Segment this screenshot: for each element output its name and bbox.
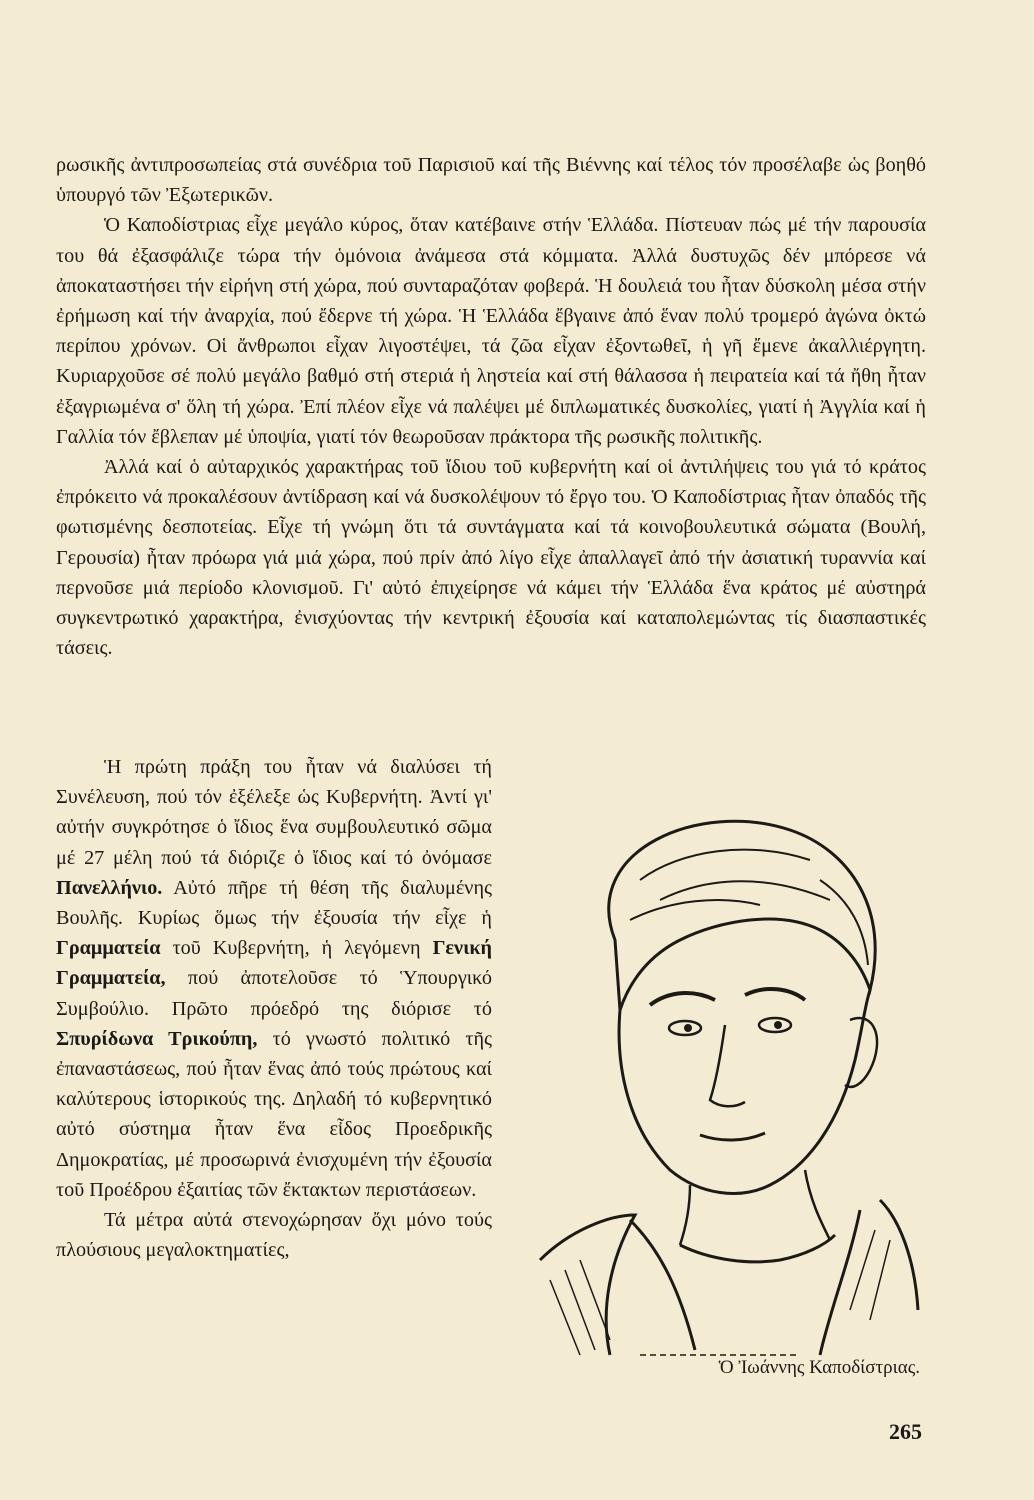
paragraph-kapodistrias-prestige: Ὁ Καποδίστριας εἶχε μεγάλο κύρος, ὅταν κατέβαινε στήν Ἑλλάδα. Πίστευαν πώς μέ τήν παρουσία του θά ἐξασφάλιζε τώρα τήν ὁμόνοια ἀνάμεσα στά κόμματα. Ἀλλά δυστυχῶς δέν μπόρεσε νά ἀποκαταστήσει τήν εἰρήνη στή χώρα, πού συνταραζόταν φοβερά. Ἡ δουλειά του ἦταν δύσκολη μέσα στήν ἐρήμωση καί τήν ἀναρχία, πού ἔδερνε τή χώρα. Ἡ Ἑλλάδα ἔβγαινε ἀπό ἕναν πολύ τρομερό ἀγώνα ὀκτώ περίπου χρόνων. Οἱ ἄνθρωποι εἶχαν λιγοστέψει, τά ζῶα εἶχαν ἐξοντωθεῖ, ἡ γῆ ἔμενε ἀκαλλιέργητη. Κυριαρχοῦσε σέ πολύ μεγάλο βαθμό στή στεριά ἡ ληστεία καί στή θάλασσα ἡ πειρατεία καί τά ἤθη ἦταν ἐξαγριωμένα σ' ὅλη τή χώρα. Ἐπί πλέον εἶχε νά παλέψει μέ διπλωματικές δυσκολίες, γιατί ἡ Ἀγγλία καί ἡ Γαλλία τόν ἔβλεπαν μέ ὑποψία, γιατί τόν θεωροῦσαν πράκτορα τῆς ρωσικῆς πολιτικῆς.	[56, 214, 926, 448]
text-segment: Αὐτό πῆρε τή θέση τῆς διαλυμένης Βουλῆς. Κυρίως ὅμως τήν ἐξουσία τήν εἶχε ἡ	[56, 876, 492, 930]
portrait-illustration	[520, 790, 920, 1360]
column-text	[56, 752, 492, 1265]
text-segment: τοῦ Κυβερνήτη, ἡ λεγόμενη	[160, 937, 433, 960]
portrait-neck	[680, 1170, 830, 1245]
portrait-face	[619, 990, 870, 1193]
paragraph-first-act	[56, 752, 492, 1205]
portrait-nose	[710, 1025, 745, 1106]
full-width-text	[56, 150, 926, 663]
text-segment: Ἡ πρώτη πράξη του ἦταν νά διαλύσει τή Συνέλευση, πού τόν ἐξέλεξε ὡς Κυβερνήτη. Ἀντί γι' αὐτήν συγκρότησε ὁ ἴδιος ἕνα συμβουλευτικό σῶμα μέ 27 μέλη πού τά διόριζε ὁ ἴδιος καί τό ὀνόμασε	[56, 756, 492, 869]
paragraph-intro: ρωσικῆς ἀντιπροσωπείας στά συνέδρια τοῦ Παρισιοῦ καί τῆς Βιέννης καί τέλος τόν προσέλαβε ὡς βοηθό ὑπουργό τῶν Ἐξωτερικῶν.	[56, 154, 926, 207]
paragraph-measures: Τά μέτρα αὐτά στενοχώρησαν ὄχι μόνο τούς πλούσιους μεγαλοκτηματίες,	[56, 1209, 492, 1262]
paragraph-authoritarian-character: Ἀλλά καί ὁ αὐταρχικός χαρακτήρας τοῦ ἴδιου τοῦ κυβερνήτη καί οἱ ἀντιλήψεις του γιά τό κράτος ἐπρόκειτο νά προκαλέσουν ἀντίδραση καί νά δυσκολέψουν τό ἔργο του. Ὁ Καποδίστριας ἦταν ὀπαδός τῆς φωτισμένης δεσποτείας. Εἶχε τή γνώμη ὅτι τά συντάγματα καί τά κοινοβουλευτικά σώματα (Βουλή, Γερουσία) ἦταν πρόωρα γιά μιά χώρα, πού πρίν ἀπό λίγο εἶχε ἀπαλλαγεῖ ἀπό τήν ἀσιατική τυραννία καί περνοῦσε μιά περίοδο κλονισμοῦ. Γι' αὐτό ἐπιχείρησε νά κάμει τήν Ἑλλάδα ἕνα κράτος μέ αὐστηρά συγκεντρωτικό χαρακτήρα, ἐνισχύοντας τήν κεντρική ἐξουσία καί καταπολεμώντας τίς διασπαστικές τάσεις.	[56, 456, 926, 660]
bold-term-panellinio: Πανελλήνιο.	[56, 876, 163, 899]
portrait-coat	[540, 1200, 918, 1355]
bold-term-grammateia: Γραμματεία	[56, 937, 161, 960]
text-segment: πού ἀποτελοῦσε τό Ὑπουργικό Συμβούλιο. Πρῶτο πρόεδρό της διόρισε τό	[56, 967, 492, 1020]
portrait-mouth	[700, 1133, 765, 1140]
bold-term-geniki-grammateia: Γενική Γραμματεία,	[56, 937, 492, 990]
portrait-brows	[650, 989, 805, 1005]
page-number: 265	[889, 1419, 922, 1444]
figure-caption: Ὁ Ἰωάννης Καποδίστριας.	[718, 1357, 920, 1378]
text-segment: τό γνωστό πολιτικό τῆς ἐπαναστάσεως, πού ἦταν ἕνας ἀπό τούς πρώτους καί καλύτερους ἱστορικούς της. Δηλαδή τό κυβερνητικό αὐτό σύστημα ἦταν ἕνα εἶδος Προεδρικῆς Δημοκρατίας, μέ προσωρινά ἐνισχυμένη τήν ἐξουσία τοῦ Προέδρου ἐξαιτίας τῶν ἔκτακτων περιστάσεων.	[56, 1027, 492, 1201]
bold-term-trikoupis: Σπυρίδωνα Τρικούπη,	[56, 1027, 258, 1050]
